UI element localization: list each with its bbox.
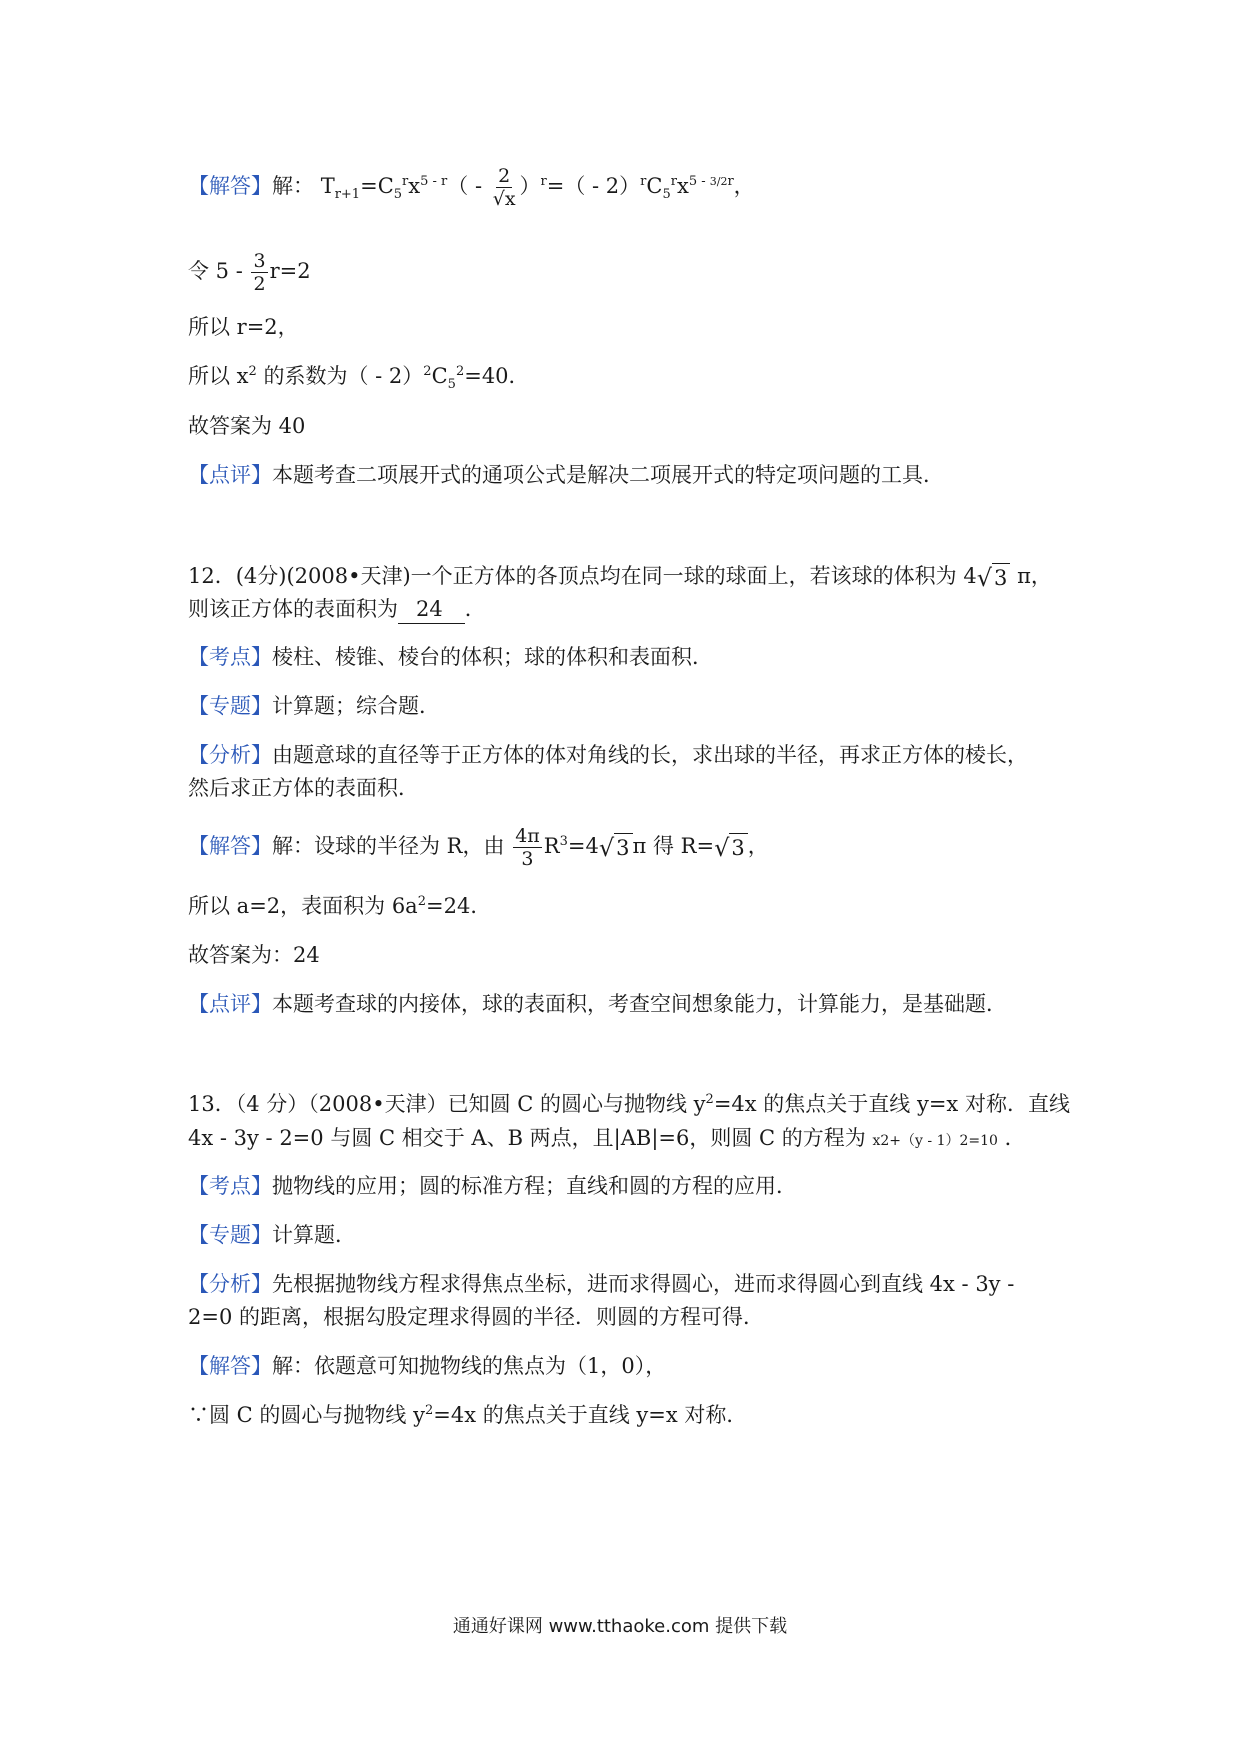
q11-jieda-prefix: 解：	[272, 174, 314, 198]
q11-solution-line	[188, 165, 755, 210]
q13-kaodian-line: 【考点】抛物线的应用；圆的标准方程；直线和圆的方程的应用．	[188, 1174, 797, 1198]
q13-fenxi-line-2: 2=0 的距离，根据勾股定理求得圆的半径．则圆的方程可得．	[188, 1305, 764, 1329]
q12-a-line: 所以 a=2，表面积为 $6a^2=24$．	[188, 894, 492, 918]
q12-stem-line-1: 12．(4分)(2008•天津)一个正方体的各顶点均在同一球的球面上，若该球的体积为 4 √ 3 π，	[188, 564, 1052, 592]
q13-jieda-line: 【解答】解：依题意可知抛物线的焦点为（1，0），	[188, 1354, 667, 1378]
q12-fenxi-line-2: 然后求正方体的表面积．	[188, 776, 419, 800]
q13-because-line: ∵圆 C 的圆心与抛物线 $y^2=4x$ 的焦点关于直线 y=x 对称．	[188, 1403, 748, 1427]
q11-dianping-tag: 【点评】	[188, 463, 272, 487]
q13-answer: x2+（y - 1）2=10	[872, 1133, 998, 1149]
q12-kaodian-line: 【考点】棱柱、棱锥、棱台的体积；球的体积和表面积．	[188, 645, 713, 669]
q12-answer-line: 故答案为：24	[188, 943, 320, 967]
q11-answer-line: 故答案为 40	[188, 414, 306, 438]
q12-jieda-line: 【解答】解：设球的半径为 R，由 $\frac{4\pi}{3}$ $R^3=4$ √ 3 π 得 R= √ 3 ，	[188, 825, 769, 870]
q12-fenxi-line-1: 【分析】由题意球的直径等于正方体的体对角线的长，求出球的半径，再求正方体的棱长，	[188, 743, 1028, 767]
q11-jieda-tag: 【解答】	[188, 174, 272, 198]
q12-answer-blank: 24	[398, 595, 465, 624]
q11-let-line: 令 5 - $\frac{3}{2}$ r=2	[188, 250, 311, 295]
q13-stem-line-2: 4x - 3y - 2=0 与圆 C 相交于 A、B 两点，且|AB|=6，则圆 C 的方程为 x2+（y - 1）2=10 ．	[188, 1126, 1026, 1150]
q12-stem-line-2: 则该正方体的表面积为 24 ．	[188, 595, 486, 624]
q11-coef-line: 所以 $x^2$ 的系数为（ - $2)^2C_5^2=40$．	[188, 364, 530, 393]
q11-r-line: 所以 r=2，	[188, 315, 299, 339]
q11-jieda-formula: $T_{r+1}=C_5^rx^{5 - r}$（ - $\frac{2}{√x}$ ）$^r=( - 2)^rC_5^rx^{5 - 3/2r}$，	[320, 165, 755, 210]
q13-stem-line-1: 13．（4 分）（2008•天津）已知圆 C 的圆心与抛物线 $y^2=4x$ 的焦点关于直线 y=x 对称．直线	[188, 1092, 1070, 1116]
q13-zhuanti-line: 【专题】计算题．	[188, 1223, 356, 1247]
q12-dianping-line: 【点评】本题考查球的内接体，球的表面积，考查空间想象能力，计算能力，是基础题．	[188, 992, 1007, 1016]
q11-dianping-line	[188, 461, 944, 489]
q13-fenxi-line-1: 【分析】先根据抛物线方程求得焦点坐标，进而求得圆心，进而求得圆心到直线 4x - 3y -	[188, 1272, 1015, 1296]
q12-zhuanti-line: 【专题】计算题；综合题．	[188, 694, 440, 718]
q11-dianping-text: 本题考查二项展开式的通项公式是解决二项展开式的特定项问题的工具．	[272, 463, 944, 487]
page-footer: 通通好课网 www.tthaoke.com 提供下载	[452, 1616, 788, 1637]
